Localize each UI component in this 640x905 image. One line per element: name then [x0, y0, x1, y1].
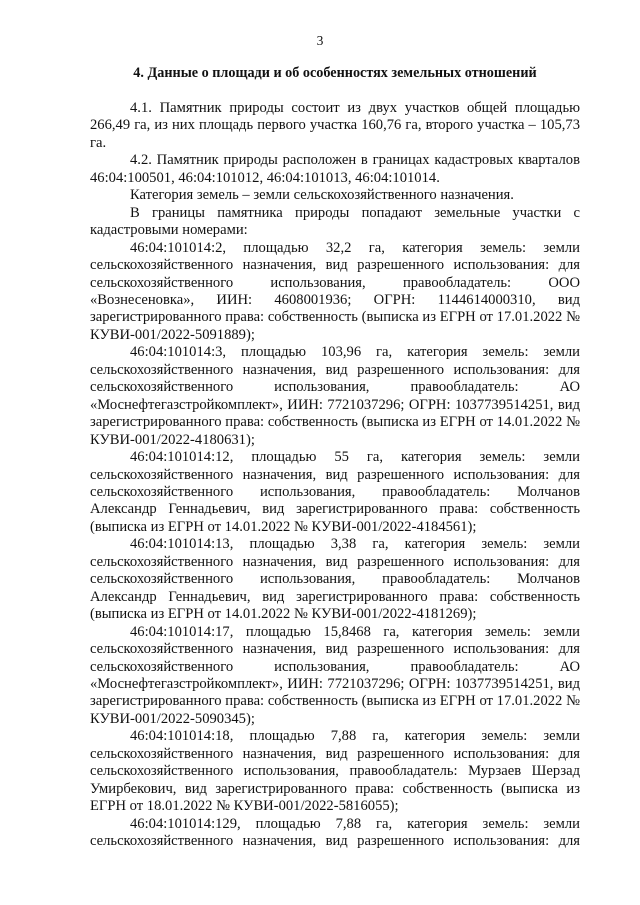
paragraph-parcel-3: 46:04:101014:3, площадью 103,96 га, категория земель: земли сельскохозяйственного назначения, вид разрешенного использования: для сельскохозяйственного использования, правообладатель: АО «Моснефтегазстройкомплект», ИИН: 7721037296; ОГРН: 1037739514251, вид зарегистрированного права: собственность (выписка из ЕГРН от 14.01.2022 № КУВИ-001/2022-4180631); [90, 344, 580, 448]
section-title: 4. Данные о площади и об особенностях земельных отношений [133, 65, 537, 81]
paragraph-land-category: Категория земель – земли сельскохозяйственного назначения. [130, 187, 514, 204]
paragraph-parcels-intro: В границы памятника природы попадают земельные участки с кадастровыми номерами: [90, 204, 580, 239]
paragraph-parcel-13: 46:04:101014:13, площадью 3,38 га, категория земель: земли сельскохозяйственного назначения, вид разрешенного использования: для сельскохозяйственного использования, правообладатель: Молчанов Александр Геннадьевич, вид зарегистрированного права: собственность (выписка из ЕГРН от 14.01.2022 № КУВИ-001/2022-4181269); [90, 536, 580, 623]
paragraph-parcel-12: 46:04:101014:12, площадью 55 га, категория земель: земли сельскохозяйственного назначения, вид разрешенного использования: для сельскохозяйственного использования, правообладатель: Молчанов Александр Геннадьевич, вид зарегистрированного права: собственность (выписка из ЕГРН от 14.01.2022 № КУВИ-001/2022-4184561); [90, 449, 580, 535]
paragraph-parcel-17: 46:04:101014:17, площадью 15,8468 га, категория земель: земли сельскохозяйственного назначения, вид разрешенного использования: для сельскохозяйственного использования, правообладатель: АО «Моснефтегазстройкомплект», ИИН: 7721037296; ОГРН: 1037739514251, вид зарегистрированного права: собственность (выписка из ЕГРН от 17.01.2022 № КУВИ-001/2022-5090345); [90, 623, 580, 727]
paragraph-parcel-18: 46:04:101014:18, площадью 7,88 га, категория земель: земли сельскохозяйственного назначения, вид разрешенного использования: для сельскохозяйственного использования, правообладатель: Мурзаев Шерзад Умирбекович, вид зарегистрированного права: собственность (выписка из ЕГРН от 18.01.2022 № КУВИ-001/2022-5816055); [90, 728, 580, 815]
page-number: 3 [316, 33, 324, 48]
body-text [90, 100, 580, 850]
paragraph-cadastral-quarters: 4.2. Памятник природы расположен в границах кадастровых кварталов 46:04:100501, 46:04:101012, 46:04:101013, 46:04:101014. [90, 152, 580, 186]
paragraph-parcel-129: 46:04:101014:129, площадью 7,88 га, категория земель: земли сельскохозяйственного назначения, вид разрешенного использования: для [90, 815, 580, 850]
paragraph-parcel-2: 46:04:101014:2, площадью 32,2 га, категория земель: земли сельскохозяйственного назначения, вид разрешенного использования: для сельскохозяйственного использования, правообладатель: ООО «Вознесеновка», ИИН: 4608001936; ОГРН: 1144614000310, вид зарегистрированного права: собственность (выписка из ЕГРН от 17.01.2022 № КУВИ-001/2022-5091889); [90, 239, 580, 343]
paragraph-total-area: 4.1. Памятник природы состоит из двух участков общей площадью 266,49 га, из них площадь первого участка 160,76 га, второго участка – 105,73 га. [90, 100, 580, 151]
